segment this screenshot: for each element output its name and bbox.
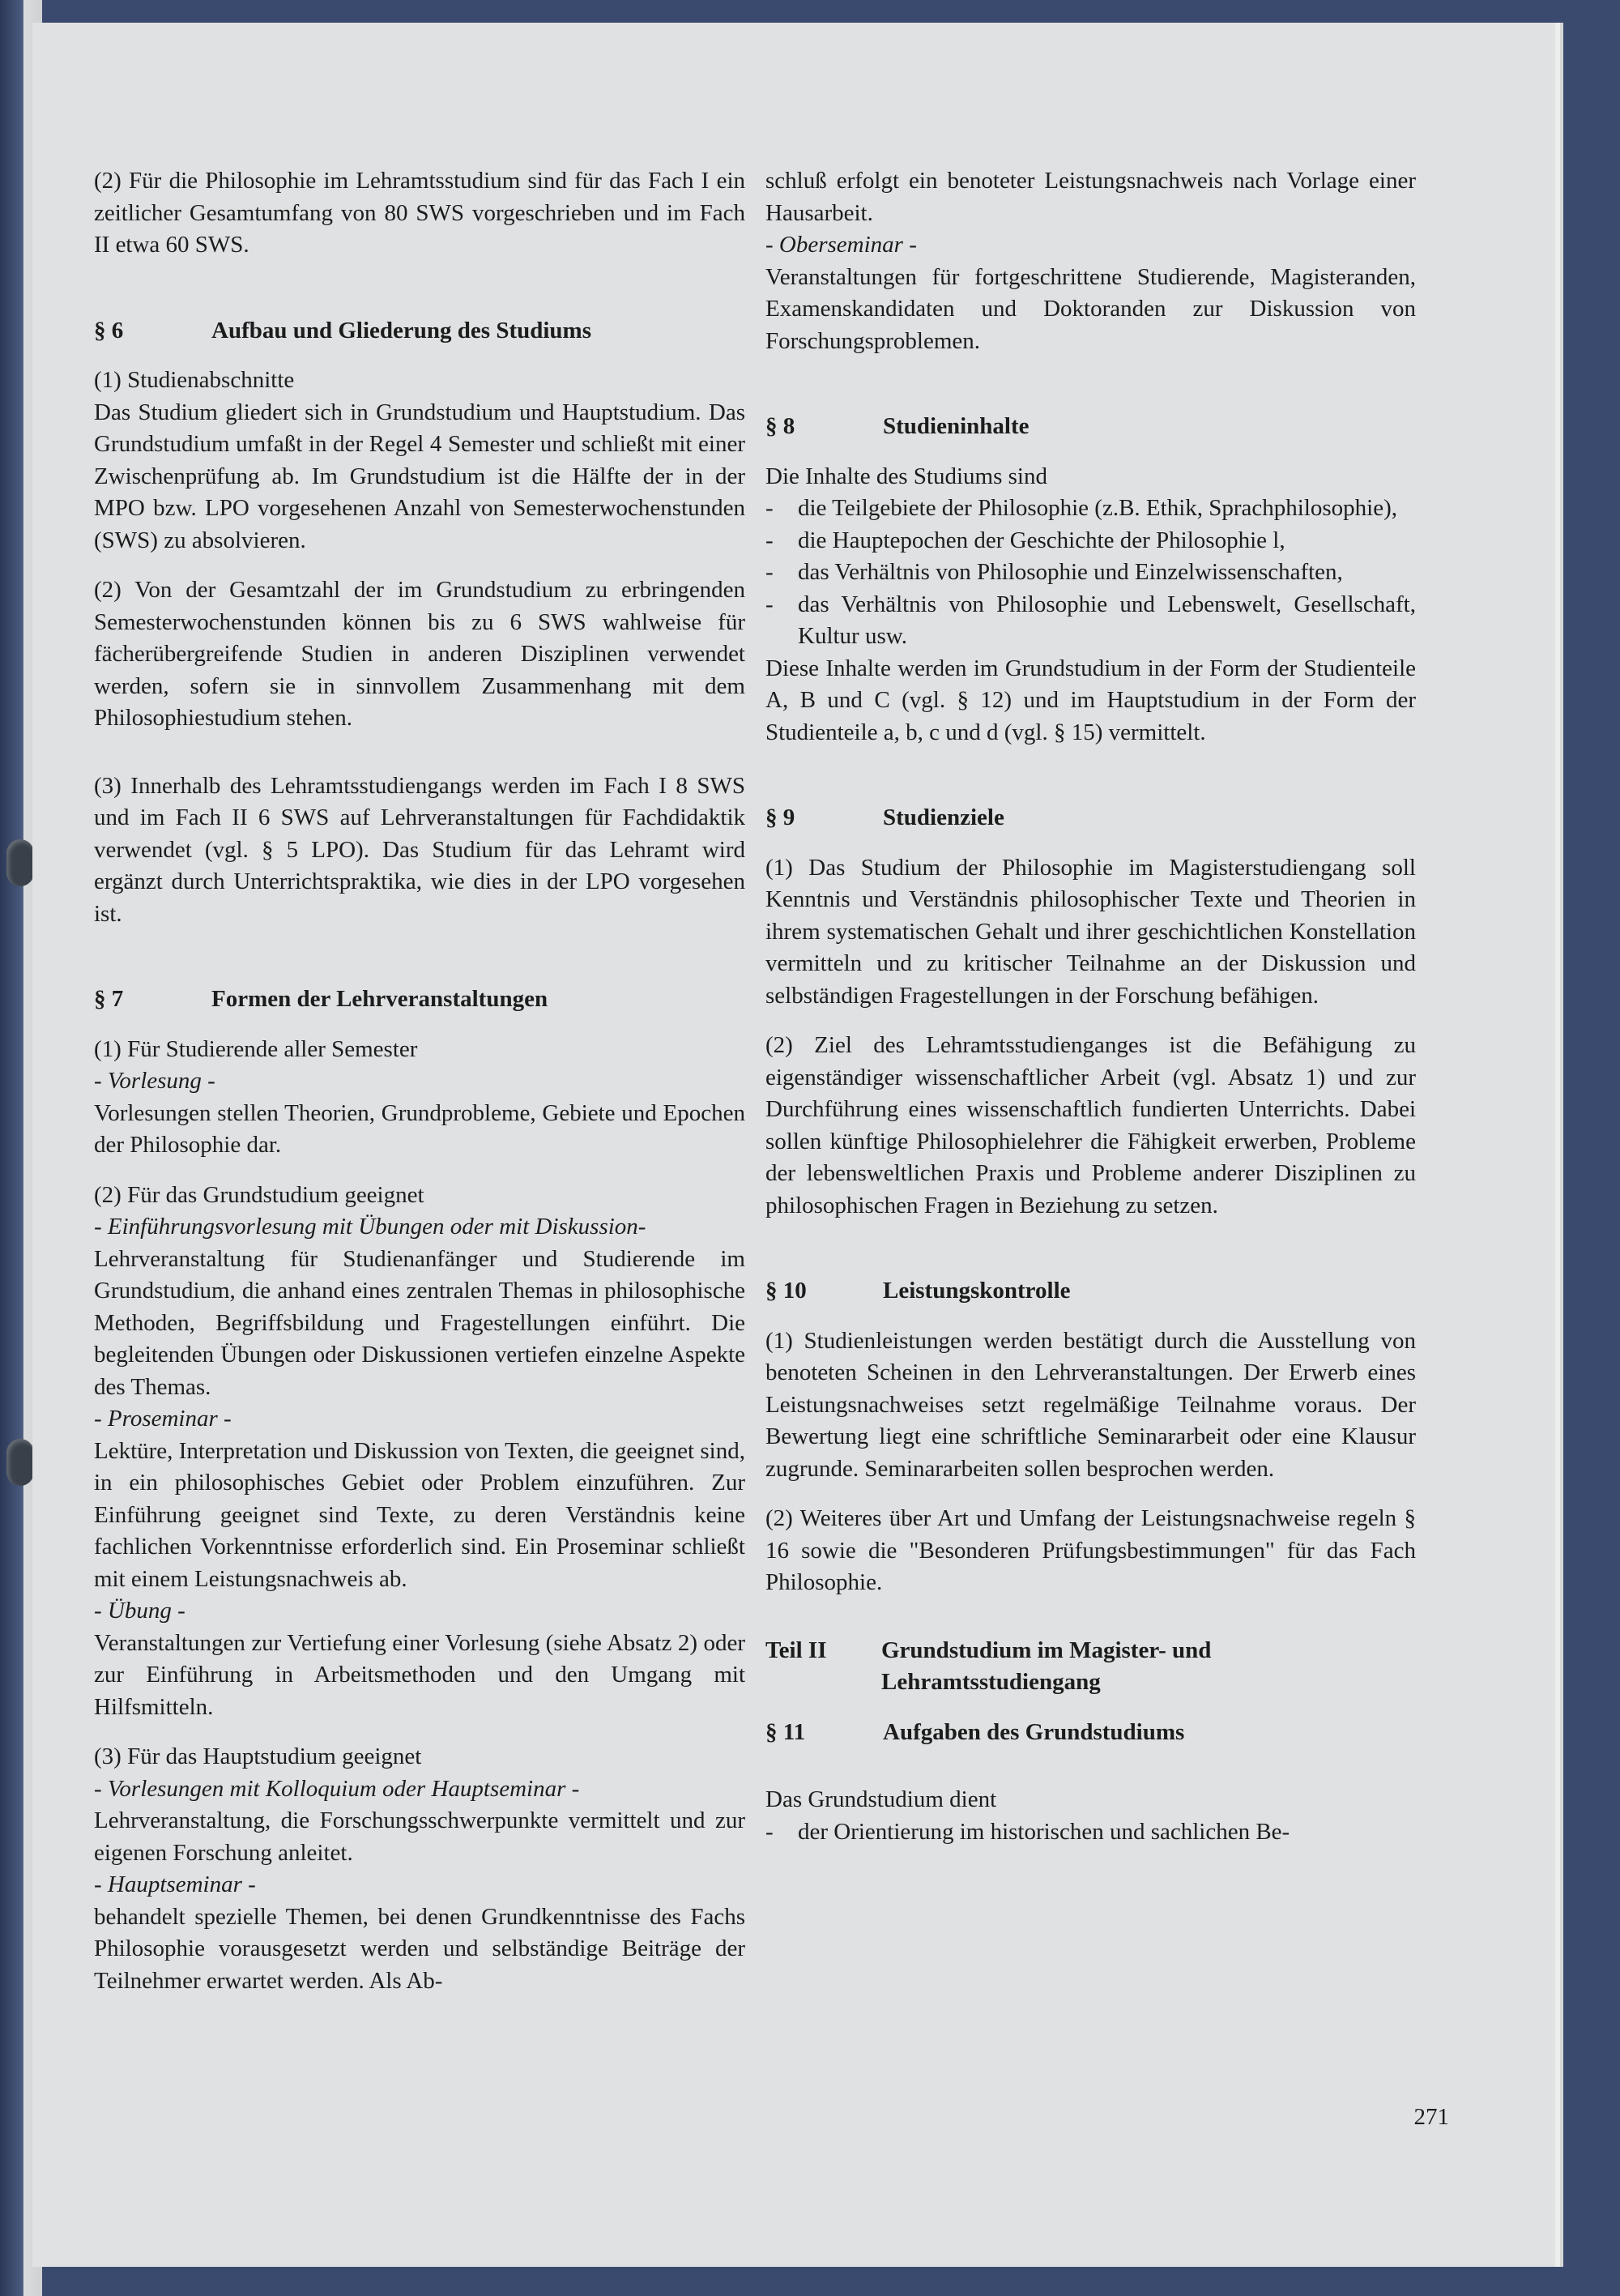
- paragraph: Lehrveranstaltung für Studienanfänger und Studierende im Grundstudium, die anhand eines zentralen Themas in philosophische Methoden, Begriffsbildung und Fragestellungen einführt. Die begleitenden Übungen oder Diskussionen vertiefen einzelne Aspekte des Themas.: [94, 1245, 745, 1400]
- course-type: - Oberseminar -: [765, 232, 917, 258]
- section-title: Formen der Lehrveranstaltungen: [211, 986, 548, 1012]
- section-heading-9: [765, 802, 1416, 834]
- paragraph: behandelt spezielle Themen, bei denen Grundkenntnisse des Fachs Philosophie vorausgesetzt werden und selbständige Beiträge der Teilnehmer erwartet werden. Als Ab-: [94, 1903, 745, 1994]
- course-type: - Einführungsvorlesung mit Übungen oder mit Diskussion-: [94, 1214, 646, 1240]
- paragraph: (2) Von der Gesamtzahl der im Grundstudium zu erbringenden Semesterwochenstunden können bis zu 6 SWS wahlweise für fächerübergreifende Studien in anderen Disziplinen verwendet werden, sofern sie in sinnvollem Zusammenhang mit dem Philosophiestudium stehen.: [94, 577, 745, 731]
- paragraph: Die Inhalte des Studiums sind: [765, 463, 1047, 489]
- right-column: [765, 165, 1416, 1848]
- page-number: 271: [1413, 2104, 1449, 2130]
- section-title: Aufbau und Gliederung des Studiums: [211, 317, 591, 344]
- list-item: - das Verhältnis von Philosophie und Einzelwissenschaften,: [765, 559, 1343, 585]
- list-item: - das Verhältnis von Philosophie und Lebenswelt, Gesellschaft, Kultur usw.: [765, 591, 1416, 649]
- section-title: Studieninhalte: [883, 413, 1030, 439]
- subheading: (2) Für das Grundstudium geeignet: [94, 1181, 424, 1208]
- section-heading-11: [765, 1717, 1416, 1749]
- paragraph: Das Grundstudium dient: [765, 1786, 997, 1812]
- paragraph: Diese Inhalte werden im Grundstudium in der Form der Studienteile A, B und C (vgl. § 12) und im Hauptstudium in der Form der Studienteile a, b, c und d (vgl. § 15) vermittelt.: [765, 655, 1416, 745]
- list-item: - die Hauptepochen der Geschichte der Philosophie l,: [765, 527, 1285, 553]
- paragraph: (1) Das Studium der Philosophie im Magisterstudiengang soll Kenntnis und Verständnis philosophischer Texte und Theorien in ihrem systematischen Gehalt und ihrer geschichtlichen Konstellation vermitteln und zu kritischer Teilnahme an der Diskussion und selbständigen Fragestellungen in der Forschung befähigen.: [765, 854, 1416, 1009]
- section-heading-6: [94, 315, 745, 348]
- part-number: Teil II: [765, 1637, 827, 1663]
- binder-ring-top: [6, 839, 34, 886]
- subheading: (3) Für das Hauptstudium geeignet: [94, 1743, 422, 1769]
- paragraph: Lektüre, Interpretation und Diskussion von Texten, die geeignet sind, in ein philosophisches Gebiet oder Problem einzuführen. Zur Einführung geeignet sind Texte, zu deren Verständnis keine fachlichen Vorkenntnisse erforderlich sind. Ein Proseminar schließt mit einem Leistungsnachweis ab.: [94, 1437, 745, 1592]
- document-page: [32, 23, 1555, 2267]
- paragraph: schluß erfolgt ein benoteter Leistungsnachweis nach Vorlage einer Hausarbeit.: [765, 168, 1416, 226]
- section-heading-10: [765, 1275, 1416, 1308]
- paragraph: (3) Innerhalb des Lehramtsstudiengangs werden im Fach I 8 SWS und im Fach II 6 SWS auf Lehrveranstaltungen für Fachdidaktik verwendet (vgl. § 5 LPO). Das Studium für das Lehramt wird ergänzt durch Unterrichtspraktika, wie dies in der LPO vorgesehen ist.: [94, 772, 745, 927]
- section-title: Studienziele: [883, 804, 1004, 830]
- course-type: - Hauptseminar -: [94, 1871, 256, 1897]
- course-type: - Proseminar -: [94, 1406, 232, 1432]
- section-heading-8: [765, 411, 1416, 443]
- paragraph: (1) Studienleistungen werden bestätigt durch die Ausstellung von benoteten Scheinen in den Lehrveranstaltungen. Der Erwerb eines Leistungsnachweises setzt regelmäßige Teilnahme voraus. Der Bewertung liegt eine schriftliche Seminararbeit oder eine Klausur zugrunde. Seminararbeiten sollen besprochen werden.: [765, 1327, 1416, 1482]
- section-number: § 7: [94, 986, 124, 1012]
- section-heading-7: [94, 984, 745, 1016]
- part-title: Grundstudium im Magister- und Lehramtsstudiengang: [881, 1637, 1212, 1695]
- section-number: § 11: [765, 1718, 806, 1745]
- left-column: [94, 165, 745, 1997]
- paragraph: Veranstaltungen für fortgeschrittene Studierende, Magisteranden, Examenskandidaten und Doktoranden zur Diskussion von Forschungsproblemen.: [765, 263, 1416, 354]
- course-type: - Vorlesung -: [94, 1068, 215, 1094]
- part-heading: [765, 1635, 1416, 1699]
- binder-ring-bottom: [6, 1439, 34, 1486]
- paragraph: (2) Für die Philosophie im Lehramtsstudium sind für das Fach I ein zeitlicher Gesamtumfang von 80 SWS vorgeschrieben und im Fach II etwa 60 SWS.: [94, 168, 745, 258]
- paragraph: Veranstaltungen zur Vertiefung einer Vorlesung (siehe Absatz 2) oder zur Einführung in Arbeitsmethoden und den Umgang mit Hilfsmitteln.: [94, 1629, 745, 1720]
- course-type: - Vorlesungen mit Kolloquium oder Hauptseminar -: [94, 1775, 580, 1802]
- paragraph: (2) Ziel des Lehramtsstudienganges ist die Befähigung zu eigenständiger wissenschaftlicher Arbeit (vgl. Absatz 1) und zur Durchführung eines wissenschaftlich fundierten Unterrichts. Dabei sollen künftige Philosophielehrer die Fähigkeit erwerben, Probleme der lebensweltlichen Praxis und Probleme anderer Disziplinen zu philosophischen Fragen in Beziehung zu setzen.: [765, 1032, 1416, 1218]
- section-number: § 10: [765, 1278, 807, 1304]
- list-item: - die Teilgebiete der Philosophie (z.B. Ethik, Sprachphilosophie),: [765, 495, 1398, 521]
- section-number: § 6: [94, 317, 124, 344]
- section-title: Leistungskontrolle: [883, 1278, 1071, 1304]
- course-type: - Übung -: [94, 1598, 185, 1624]
- paragraph: Das Studium gliedert sich in Grundstudium und Hauptstudium. Das Grundstudium umfaßt in der Regel 4 Semester und schließt mit einer Zwischenprüfung ab. Im Grundstudium ist die Hälfte der in der MPO bzw. LPO vorgesehenen Anzahl von Semesterwochenstunden (SWS) zu absolvieren.: [94, 399, 745, 553]
- paragraph: (2) Weiteres über Art und Umfang der Leistungsnachweise regeln § 16 sowie die "Besonderen Prüfungsbestimmungen" für das Fach Philosophie.: [765, 1505, 1416, 1595]
- list-item: - der Orientierung im historischen und sachlichen Be-: [765, 1818, 1290, 1845]
- section-number: § 9: [765, 804, 795, 830]
- subheading: (1) Studienabschnitte: [94, 367, 295, 393]
- paragraph: Vorlesungen stellen Theorien, Grundprobleme, Gebiete und Epochen der Philosophie dar.: [94, 1099, 745, 1158]
- section-title: Aufgaben des Grundstudiums: [883, 1718, 1185, 1745]
- subheading: (1) Für Studierende aller Semester: [94, 1035, 418, 1062]
- section-number: § 8: [765, 413, 795, 439]
- paragraph: Lehrveranstaltung, die Forschungsschwerpunkte vermittelt und zur eigenen Forschung anleitet.: [94, 1807, 745, 1866]
